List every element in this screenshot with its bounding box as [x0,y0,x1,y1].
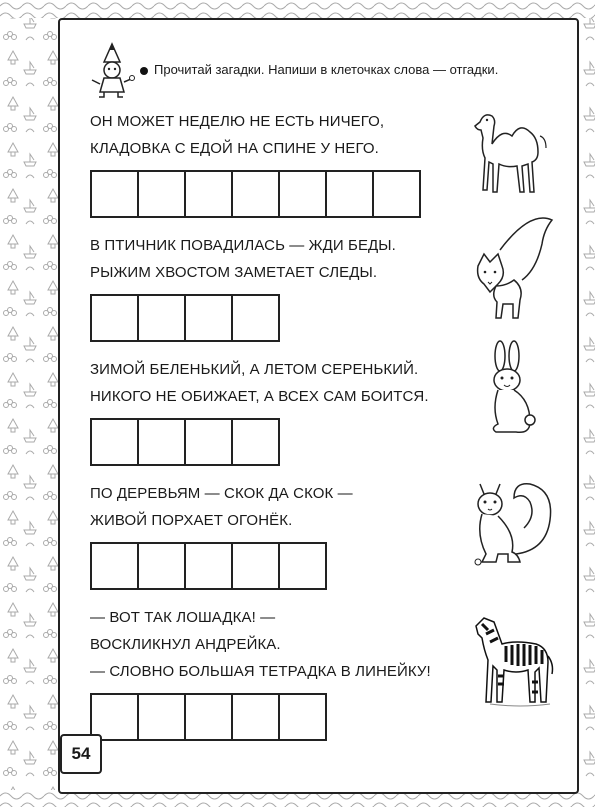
answer-cell[interactable] [278,170,327,218]
riddle-2 [90,232,475,342]
riddle-line: ЖИВОЙ ПОРХАЕТ ОГОНЁК. [90,512,293,529]
riddle-line: КЛАДОВКА С ЕДОЙ НА СПИНЕ У НЕГО. [90,140,379,157]
answer-cell[interactable] [184,693,233,741]
hare-illustration [478,340,548,440]
riddle-5 [90,604,475,741]
answer-cells [90,542,475,590]
answer-cell[interactable] [90,418,139,466]
answer-cell[interactable] [372,170,421,218]
answer-cell[interactable] [184,542,233,590]
task-header [86,42,566,98]
riddle-line: ВОСКЛИКНУЛ АНДРЕЙКА. [90,636,281,653]
answer-cell[interactable] [231,418,280,466]
answer-cell[interactable] [137,294,186,342]
answer-cell[interactable] [90,170,139,218]
instruction-text: Прочитай загадки. Напиши в клеточках слова — отгадки. [154,62,499,77]
answer-cell[interactable] [231,542,280,590]
answer-cells [90,418,475,466]
riddle-line: РЫЖИМ ХВОСТОМ ЗАМЕТАЕТ СЛЕДЫ. [90,264,378,281]
pencil-mascot-icon [86,42,136,98]
riddle-line: ПО ДЕРЕВЬЯМ — СКОК ДА СКОК — [90,485,353,502]
riddle-line: — СЛОВНО БОЛЬШАЯ ТЕТРАДКА В ЛИНЕЙКУ! [90,663,431,680]
riddle-3 [90,356,475,466]
answer-cells [90,693,475,741]
answer-cell[interactable] [137,418,186,466]
answer-cell[interactable] [278,542,327,590]
answer-cell[interactable] [90,294,139,342]
fox-illustration [470,210,558,322]
answer-cell[interactable] [278,693,327,741]
riddle-line: НИКОГО НЕ ОБИЖАЕТ, А ВСЕХ САМ БОИТСЯ. [90,388,429,405]
page-number: 54 [60,734,102,774]
answer-cell[interactable] [137,542,186,590]
riddle-4 [90,480,475,590]
riddle-line: ОН МОЖЕТ НЕДЕЛЮ НЕ ЕСТЬ НИЧЕГО, [90,113,385,130]
bullet-icon [140,67,148,75]
answer-cell[interactable] [137,693,186,741]
riddle-line: — ВОТ ТАК ЛОШАДКА! — [90,609,276,626]
answer-cell[interactable] [231,170,280,218]
answer-cell[interactable] [184,294,233,342]
answer-cell[interactable] [231,294,280,342]
camel-illustration [470,100,558,200]
answer-cell[interactable] [90,542,139,590]
riddle-line: В ПТИЧНИК ПОВАДИЛАСЬ — ЖДИ БЕДЫ. [90,237,396,254]
answer-cell[interactable] [184,418,233,466]
answer-cell[interactable] [325,170,374,218]
answer-cells [90,170,475,218]
riddle-line: ЗИМОЙ БЕЛЕНЬКИЙ, А ЛЕТОМ СЕРЕНЬКИЙ. [90,361,419,378]
squirrel-illustration [466,474,558,574]
zebra-illustration [470,612,556,708]
answer-cell[interactable] [184,170,233,218]
riddle-1 [90,108,475,218]
answer-cells [90,294,475,342]
answer-cell[interactable] [137,170,186,218]
answer-cell[interactable] [231,693,280,741]
